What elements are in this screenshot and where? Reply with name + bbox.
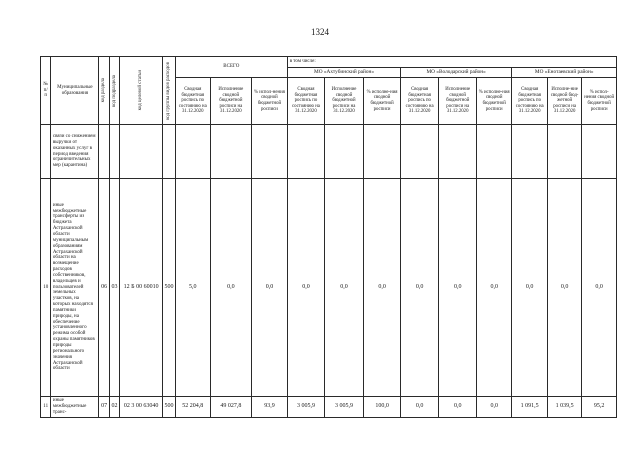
row-expense-group (163, 125, 176, 179)
row-razdel: 07 (99, 397, 109, 418)
cell-value: 1 039,5 (547, 397, 581, 418)
header-volodarsky-percent: % исполне-ния сводной бюджетной росписи (476, 78, 511, 125)
header-expense-group: код группы видов расходов (163, 57, 176, 125)
row-razdel: 06 (99, 179, 109, 397)
cell-value (582, 125, 617, 179)
cell-value: 95,2 (582, 397, 617, 418)
cell-value (324, 125, 364, 179)
cell-value (288, 125, 325, 179)
cell-value: 0,0 (476, 397, 511, 418)
header-total-fact: Исполнение сводной бюджетной росписи на 31.12.2020 (211, 78, 252, 125)
header-razdel: код раздела (99, 57, 109, 125)
cell-value: 49 027,8 (211, 397, 252, 418)
cell-value (251, 125, 288, 179)
header-num: № п/п (41, 57, 51, 125)
cell-value (547, 125, 581, 179)
table-row (41, 179, 617, 397)
cell-value: 0,0 (512, 179, 547, 397)
header-region-enotaevsky: МО «Енотаевский район» (512, 68, 617, 78)
table-row (41, 125, 617, 179)
cell-value: 0,0 (400, 397, 439, 418)
cell-value (439, 125, 477, 179)
row-podrazdel (109, 125, 119, 179)
cell-value: 0,0 (364, 179, 401, 397)
row-razdel (99, 125, 109, 179)
header-region-volodarsky: МО «Володарский район» (400, 68, 512, 78)
header-akhtubinsky-plan: Сводная бюджетная роспись по состоянию на 31.12.2020 (288, 78, 325, 125)
cell-value: 0,0 (324, 179, 364, 397)
page-number: 1324 (311, 27, 329, 37)
row-num: 11 (41, 397, 51, 418)
header-volodarsky-fact: Исполнение сводной бюджетной росписи на 31.12.2020 (439, 78, 477, 125)
table-row (41, 397, 617, 418)
header-podrazdel: код подраздела (109, 57, 119, 125)
row-expense-group: 500 (163, 397, 176, 418)
cell-value: 0,0 (211, 179, 252, 397)
cell-value (175, 125, 210, 179)
row-target-article: 02 3 00 63040 (120, 397, 163, 418)
row-podrazdel: 03 (109, 179, 119, 397)
header-municipality: Муниципальные образования (51, 57, 99, 125)
row-num: 10 (41, 179, 51, 397)
header-enotaevsky-fact: Исполне-ние сводной бюд-жетной росписи на 31.12.2020 (547, 78, 581, 125)
cell-value: 0,0 (400, 179, 439, 397)
cell-value: 0,0 (547, 179, 581, 397)
cell-value: 3 005,9 (324, 397, 364, 418)
header-enotaevsky-plan: Сводная бюджетная роспись по состоянию на 31.12.2020 (512, 78, 547, 125)
header-akhtubinsky-percent: % исполне-ния сводной бюджетной росписи (364, 78, 401, 125)
cell-value: 0,0 (439, 397, 477, 418)
header-volodarsky-plan: Сводная бюджетная роспись по состоянию на 31.12.2020 (400, 78, 439, 125)
cell-value: 0,0 (476, 179, 511, 397)
cell-value (364, 125, 401, 179)
row-target-article: 12 Б 00 60010 (120, 179, 163, 397)
cell-value: 0,0 (251, 179, 288, 397)
row-num (41, 125, 51, 179)
row-description: иные межбюджетные транс- (51, 397, 99, 418)
header-enotaevsky-percent: % испол-нения сводной бюджетной росписи (582, 78, 617, 125)
cell-value: 93,9 (251, 397, 288, 418)
budget-table (40, 56, 617, 418)
header-total: ВСЕГО (175, 57, 288, 78)
header-total-plan: Сводная бюджетная роспись по состоянию на 31.12.2020 (175, 78, 210, 125)
cell-value: 1 091,5 (512, 397, 547, 418)
cell-value (400, 125, 439, 179)
header-akhtubinsky-fact: Исполнение сводной бюджетной росписи на 31.12.2020 (324, 78, 364, 125)
cell-value (211, 125, 252, 179)
cell-value: 52 204,8 (175, 397, 210, 418)
row-target-article (120, 125, 163, 179)
header-region-akhtubinsky: МО «Ахтубинский район» (288, 68, 401, 78)
row-podrazdel: 02 (109, 397, 119, 418)
cell-value (512, 125, 547, 179)
header-including: в том числе: (288, 57, 617, 68)
header-total-percent: % испол-нения сводной бюджетной росписи (251, 78, 288, 125)
header-target-article: код целевой статьи (120, 57, 163, 125)
cell-value: 0,0 (288, 179, 325, 397)
row-description: связи со снижением выручки от оказанных услуг в период введения ограничительных мер (карантина) (51, 125, 99, 179)
cell-value: 100,0 (364, 397, 401, 418)
row-expense-group: 500 (163, 179, 176, 397)
cell-value (476, 125, 511, 179)
cell-value: 0,0 (439, 179, 477, 397)
row-description: иные межбюджетные трансферты из бюджета Астраханской области муниципальным образованиям Астраханской области на возмещение расходов собственников, владельцев и пользователей земельных участков, на которых находятся памятники природы, на обеспечение установленного режима особой охраны памятников природы регионального значения Астраханской области (51, 179, 99, 397)
cell-value: 3 005,9 (288, 397, 325, 418)
cell-value: 5,0 (175, 179, 210, 397)
cell-value: 0,0 (582, 179, 617, 397)
